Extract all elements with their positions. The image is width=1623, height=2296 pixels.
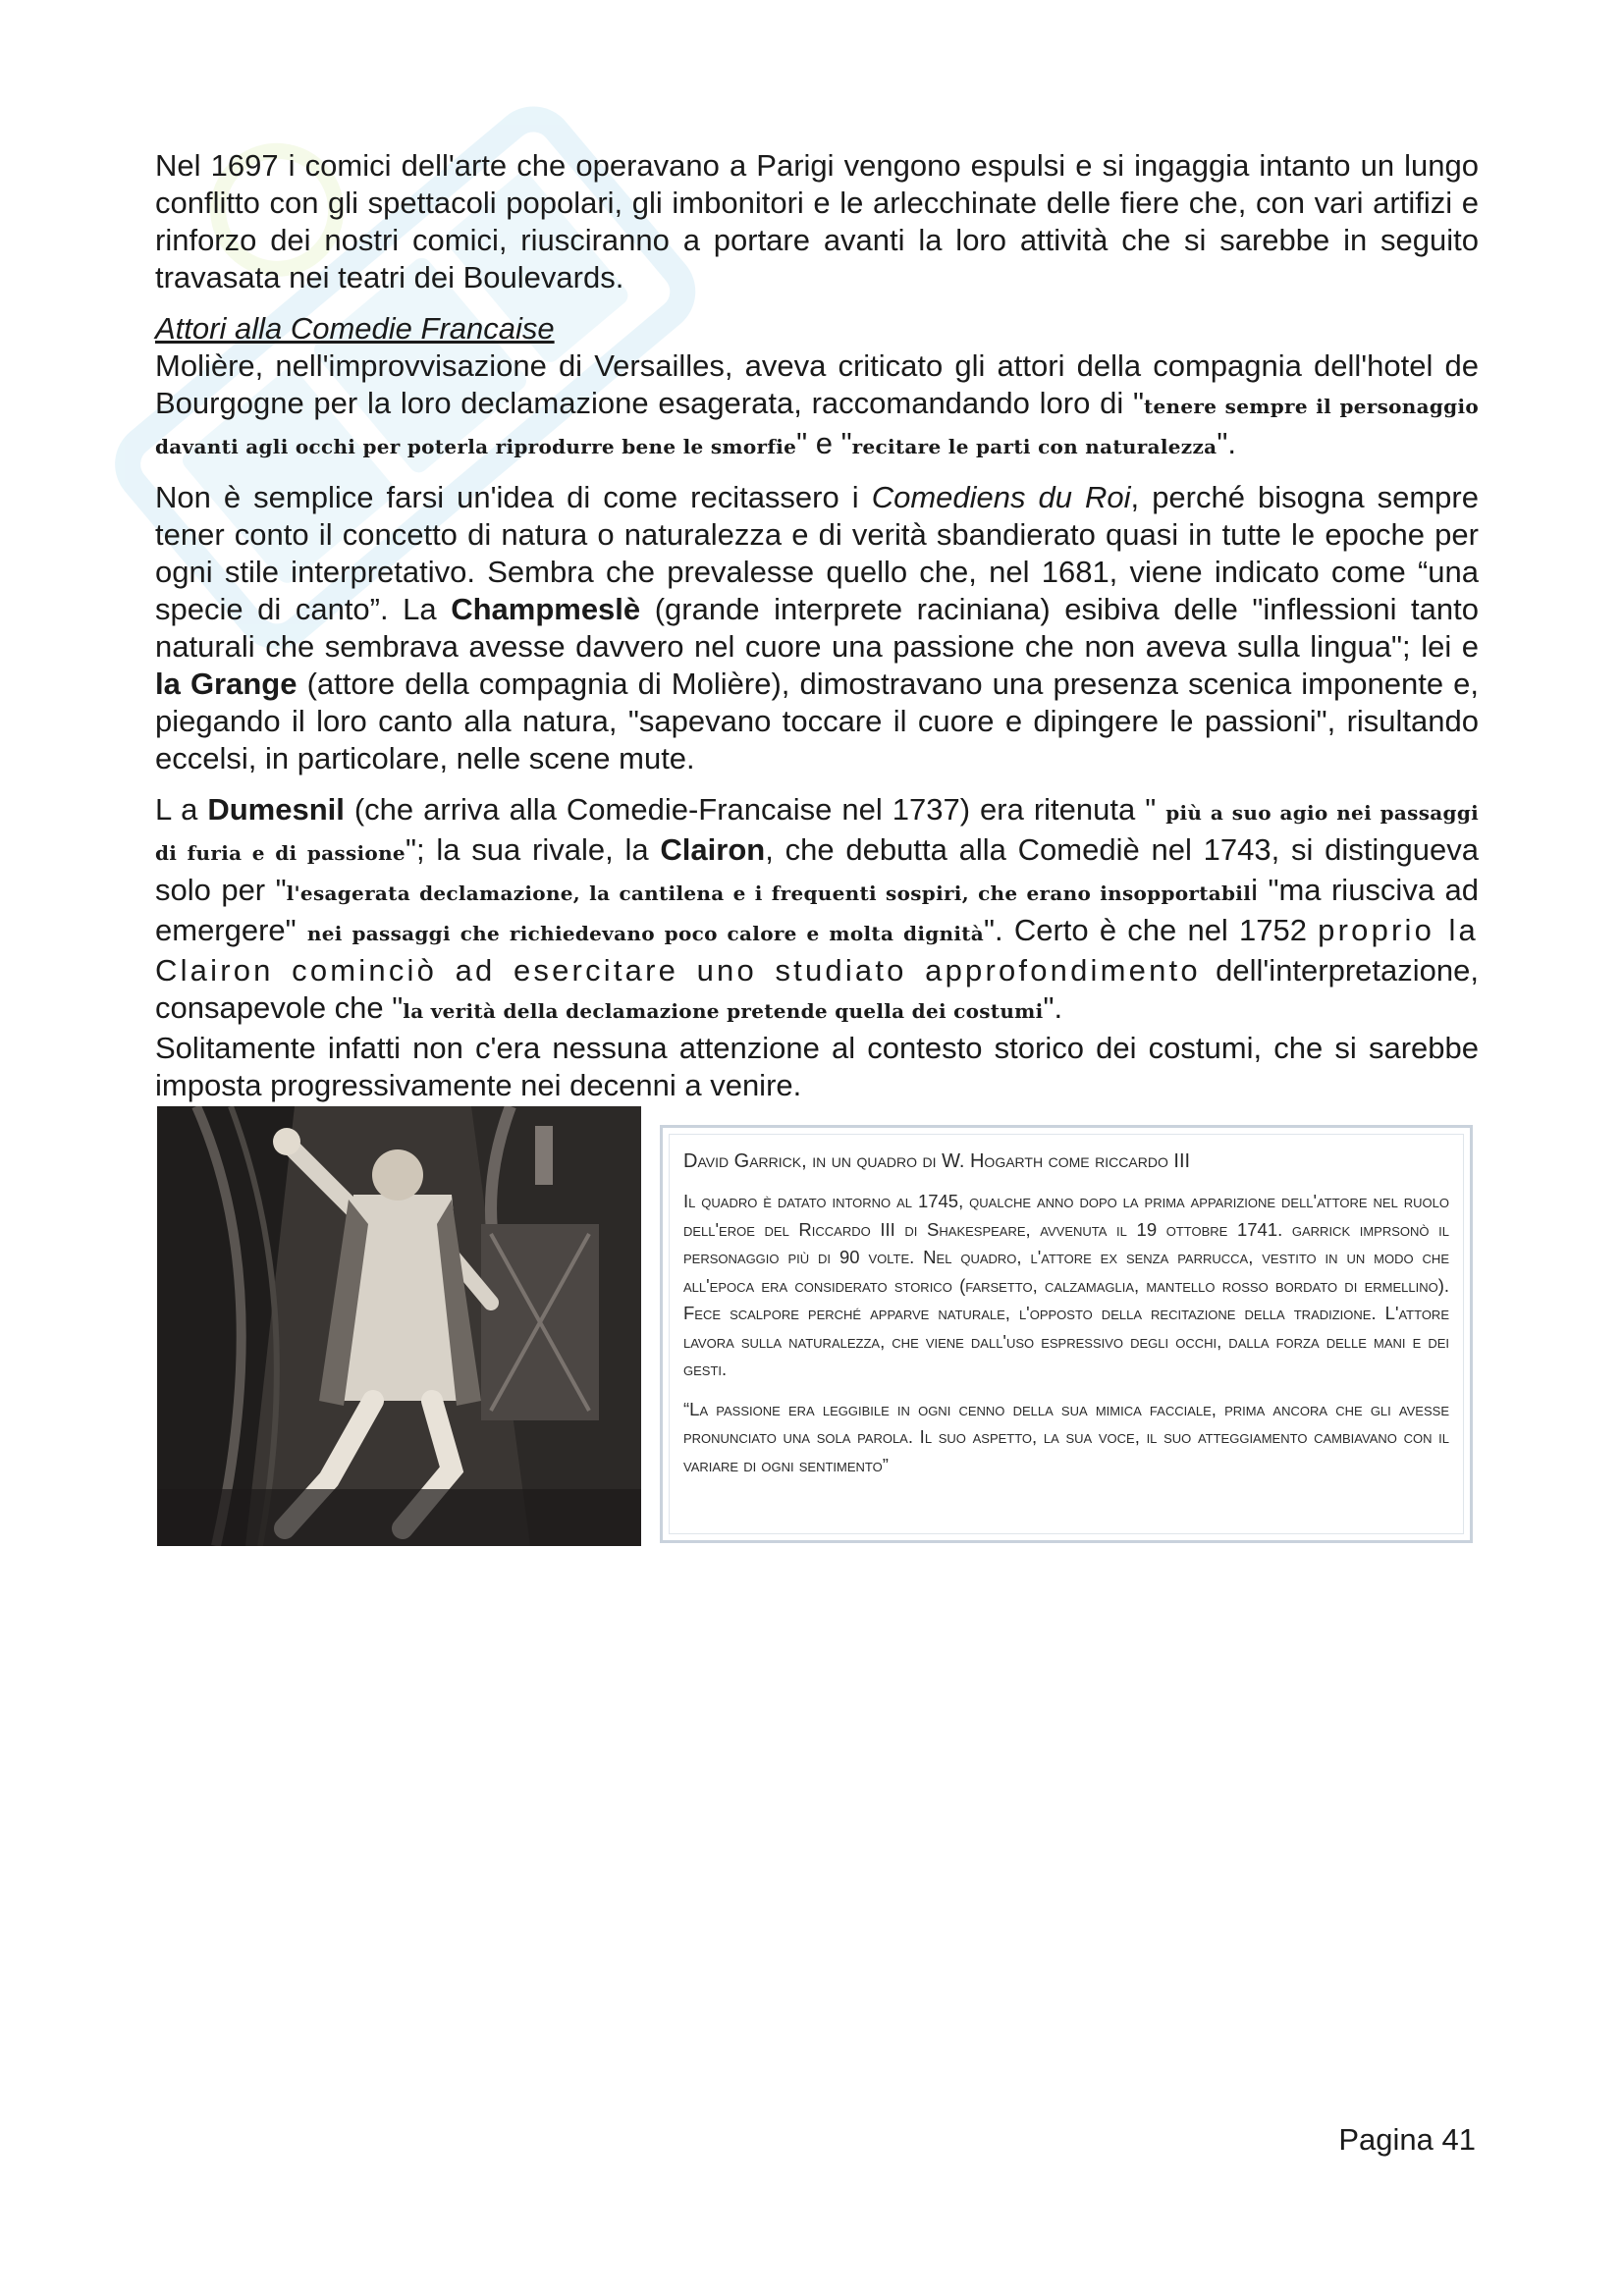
- paragraph-3: [155, 479, 1479, 777]
- text-run: ".: [1217, 426, 1236, 460]
- quote-run: nei passaggi che richiedevano poco calore e molta dignità: [306, 922, 985, 945]
- text-run: i "ma riusciva ad emergere": [155, 873, 1480, 947]
- quote-run: l'esagerata declamazione, la cantilena e i frequenti sospiri, che erano insopportabil: [286, 881, 1252, 905]
- text-run: dell'interpretazione, consapevole che ": [155, 953, 1479, 1025]
- page-number: Pagina 41: [1338, 2122, 1476, 2157]
- section-title: Attori alla Comedie Francaise: [155, 311, 555, 346]
- caption-box: [660, 1125, 1473, 1543]
- paragraph-2: [155, 347, 1479, 465]
- italic-run: Comediens du Roi: [871, 480, 1131, 514]
- quote-run: la verità della declamazione pretende quella dei costumi: [403, 999, 1044, 1023]
- text-run: , perché bisogna sempre tener conto il concetto di natura o naturalezza e di verità sbandierato quasi in tutte le epoche per ogni stile interpretativo. Sembra che prevalesse quello che, nel 1681, viene indicato come “una specie di canto”. La: [155, 480, 1479, 626]
- bold-name: Champmeslè: [451, 592, 641, 626]
- text-run: Molière, nell'improvvisazione di Versailles, aveva criticato gli attori della compagnia dell'hotel de Bourgogne per la loro declamazione esagerata, raccomandando loro di ": [155, 348, 1479, 420]
- text-run: , che debutta alla Comediè nel 1743, si distingueva solo per ": [155, 832, 1479, 907]
- caption-title: David Garrick, in un quadro di W. Hogarth come riccardo III: [683, 1150, 1191, 1172]
- text-run: (che arriva alla Comedie-Francaise nel 1737) era ritenuta ": [344, 792, 1166, 827]
- bold-name: Clairon: [660, 832, 766, 867]
- paragraph-5: Solitamente infatti non c'era nessuna attenzione al contesto storico dei costumi, che si sarebbe imposta progressivamente nei decenni a venire.: [155, 1031, 1479, 1102]
- spaced-run: proprio la Clairon cominciò ad esercitare uno studiato approfondimento: [155, 913, 1479, 988]
- caption-paragraph-2: “La passione era leggibile in ogni cenno della sua mimica facciale, prima ancora che gli avesse pronunciato una sola parola. Il suo aspetto, la sua voce, il suo atteggiamento cambiavano con il variare di ogni sentimento”: [683, 1398, 1449, 1475]
- text-run: L a: [155, 792, 208, 827]
- garrick-painting-image: [157, 1106, 641, 1546]
- quote-run: recitare le parti con naturalezza: [851, 435, 1217, 458]
- text-run: ". Certo è che nel 1752: [984, 913, 1319, 947]
- text-run: "; la sua rivale, la: [405, 832, 661, 867]
- bold-name: Dumesnil: [207, 792, 345, 827]
- paragraph-4: [155, 791, 1479, 1030]
- quote-run: tenere sempre il personaggio davanti agli occhi per poterla riprodurre bene le smorfie: [155, 395, 1479, 458]
- text-run: " e ": [796, 426, 852, 460]
- main-text: [155, 147, 1479, 1118]
- text-run: Non è semplice farsi un'idea di come recitassero i: [155, 480, 872, 514]
- text-run: ".: [1043, 990, 1063, 1025]
- text-run: (attore della compagnia di Molière), dimostravano una presenza scenica imponente e, piegando il loro canto alla natura, "sapevano toccare il cuore e dipingere le passioni", risultando eccelsi, in particolare, nelle scene mute.: [155, 667, 1480, 775]
- painting-illustration: [157, 1106, 641, 1546]
- bold-name: la Grange: [155, 667, 298, 701]
- quote-run: più a suo agio nei passaggi di furia e di passione: [155, 801, 1480, 865]
- caption-paragraph-1: Il quadro è datato intorno al 1745, qualche anno dopo la prima apparizione dell'attore nel ruolo dell'eroe del Riccardo III di Shakespeare, avvenuta il 19 ottobre 1741. garrick imprsonò il personaggio più di 90 volte. Nel quadro, l'attore ex senza parrucca, vestito in un modo che all'epoca era considerato storico (farsetto, calzamaglia, mantello rosso bordato di ermellino). Fece scalpore perché apparve naturale, l'opposto della recitazione della tradizione. L'attore lavora sulla naturalezza, che viene dall'uso espressivo degli occhi, dalla forza delle mani e dei gesti.: [683, 1191, 1449, 1379]
- caption-inner: [669, 1134, 1464, 1534]
- text-run: (grande interprete raciniana) esibiva delle "inflessioni tanto naturali che sembrava avesse davvero nel cuore una passione che non aveva sulla lingua"; lei e: [155, 592, 1479, 664]
- paragraph-1: Nel 1697 i comici dell'arte che operavano a Parigi vengono espulsi e si ingaggia intanto un lungo conflitto con gli spettacoli popolari, gli imbonitori e le arlecchinate delle fiere che, con vari artifizi e rinforzo dei nostri comici, riusciranno a portare avanti la loro attività che si sarebbe in seguito travasata nei teatri dei Boulevards.: [155, 148, 1479, 294]
